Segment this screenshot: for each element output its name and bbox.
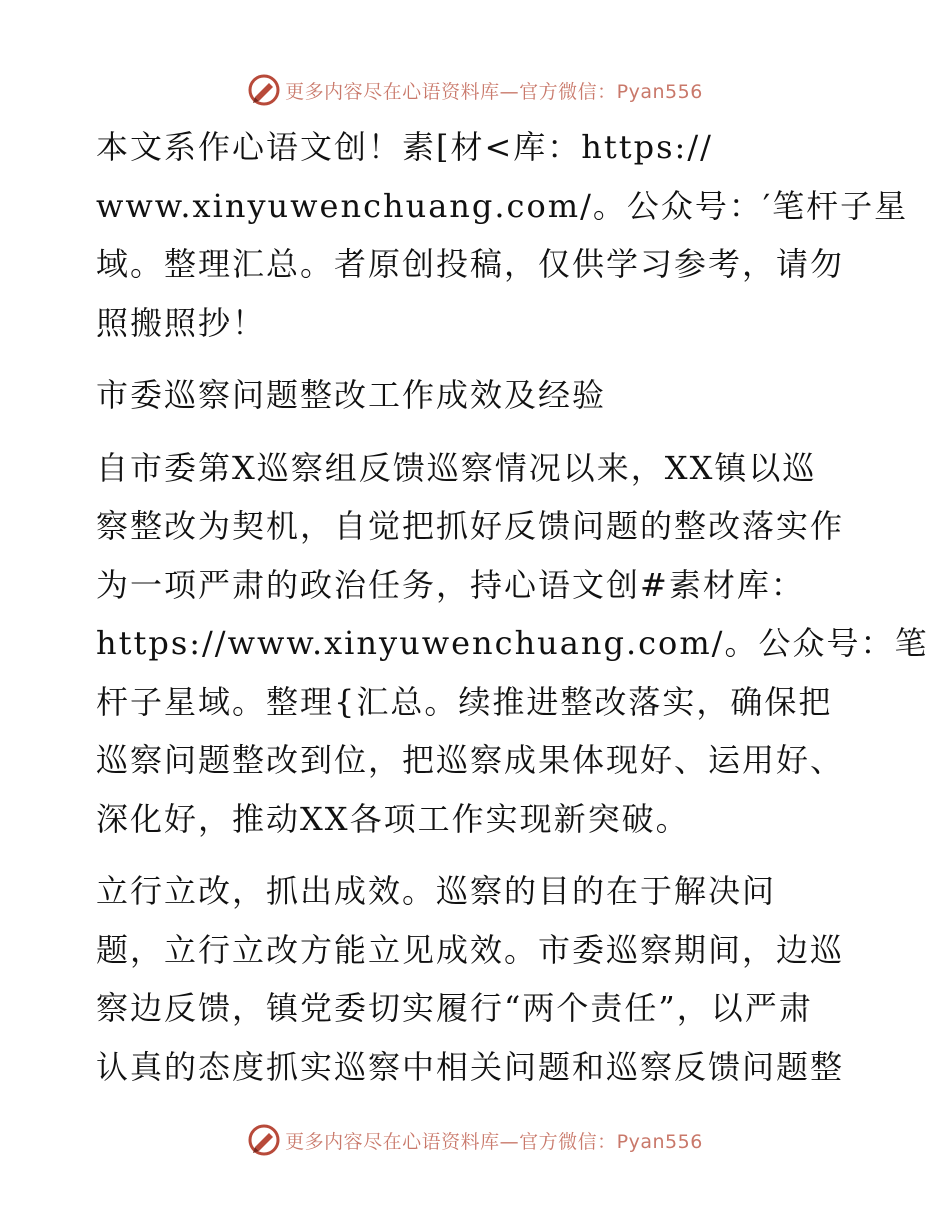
text-line: 杆子星域。整理{汇总。续推进整改落实，确保把 xyxy=(96,682,833,721)
header-watermark-banner xyxy=(0,70,950,110)
watermark-text: 更多内容尽在心语资料库—官方微信：Pyan556 xyxy=(285,80,703,103)
red-pen-circle-logo-icon xyxy=(247,73,281,107)
text-line: www.xinyuwenchuang.com/。公众号：′笔杆子星 xyxy=(96,186,909,225)
red-pen-circle-logo-icon xyxy=(247,1123,281,1157)
text-line: 为一项严肃的政治任务，持心语文创#素材库： xyxy=(96,565,805,604)
text-line: 域。整理汇总。者原创投稿，仅供学习参考，请勿 xyxy=(96,245,845,283)
text-line: 题，立行立改方能立见成效。市委巡察期间，边巡 xyxy=(96,930,845,969)
document-body xyxy=(96,118,929,1096)
text-line: https://www.xinyuwenchuang.com/。公众号：笔 xyxy=(96,624,929,662)
text-line: 市委巡察问题整改工作成效及经验 xyxy=(96,376,607,414)
text-line: 察整改为契机，自觉把抓好反馈问题的整改落实作 xyxy=(96,507,845,545)
text-line: 察边反馈，镇党委切实履行“两个责任”，以严肃 xyxy=(96,989,813,1027)
body-paragraph xyxy=(96,439,929,849)
watermark-text: 更多内容尽在心语资料库—官方微信：Pyan556 xyxy=(285,1130,703,1153)
text-line: 深化好，推动XX各项工作实现新突破。 xyxy=(96,799,690,838)
intro-paragraph xyxy=(96,118,909,352)
text-line: 巡察问题整改到位，把巡察成果体现好、运用好、 xyxy=(96,741,845,779)
document-title xyxy=(96,366,856,425)
text-line: 照搬照抄！ xyxy=(96,303,267,342)
text-line: 立行立改，抓出成效。巡察的目的在于解决问 xyxy=(96,872,777,910)
text-line: 认真的态度抓实巡察中相关问题和巡察反馈问题整 xyxy=(96,1047,845,1086)
text-line: 本文系作心语文创！素[材<库：https:// xyxy=(96,128,713,166)
footer-watermark-banner xyxy=(0,1120,950,1160)
text-line: 自市委第X巡察组反馈巡察情况以来，XX镇以巡 xyxy=(96,448,817,487)
body-paragraph xyxy=(96,862,856,1096)
